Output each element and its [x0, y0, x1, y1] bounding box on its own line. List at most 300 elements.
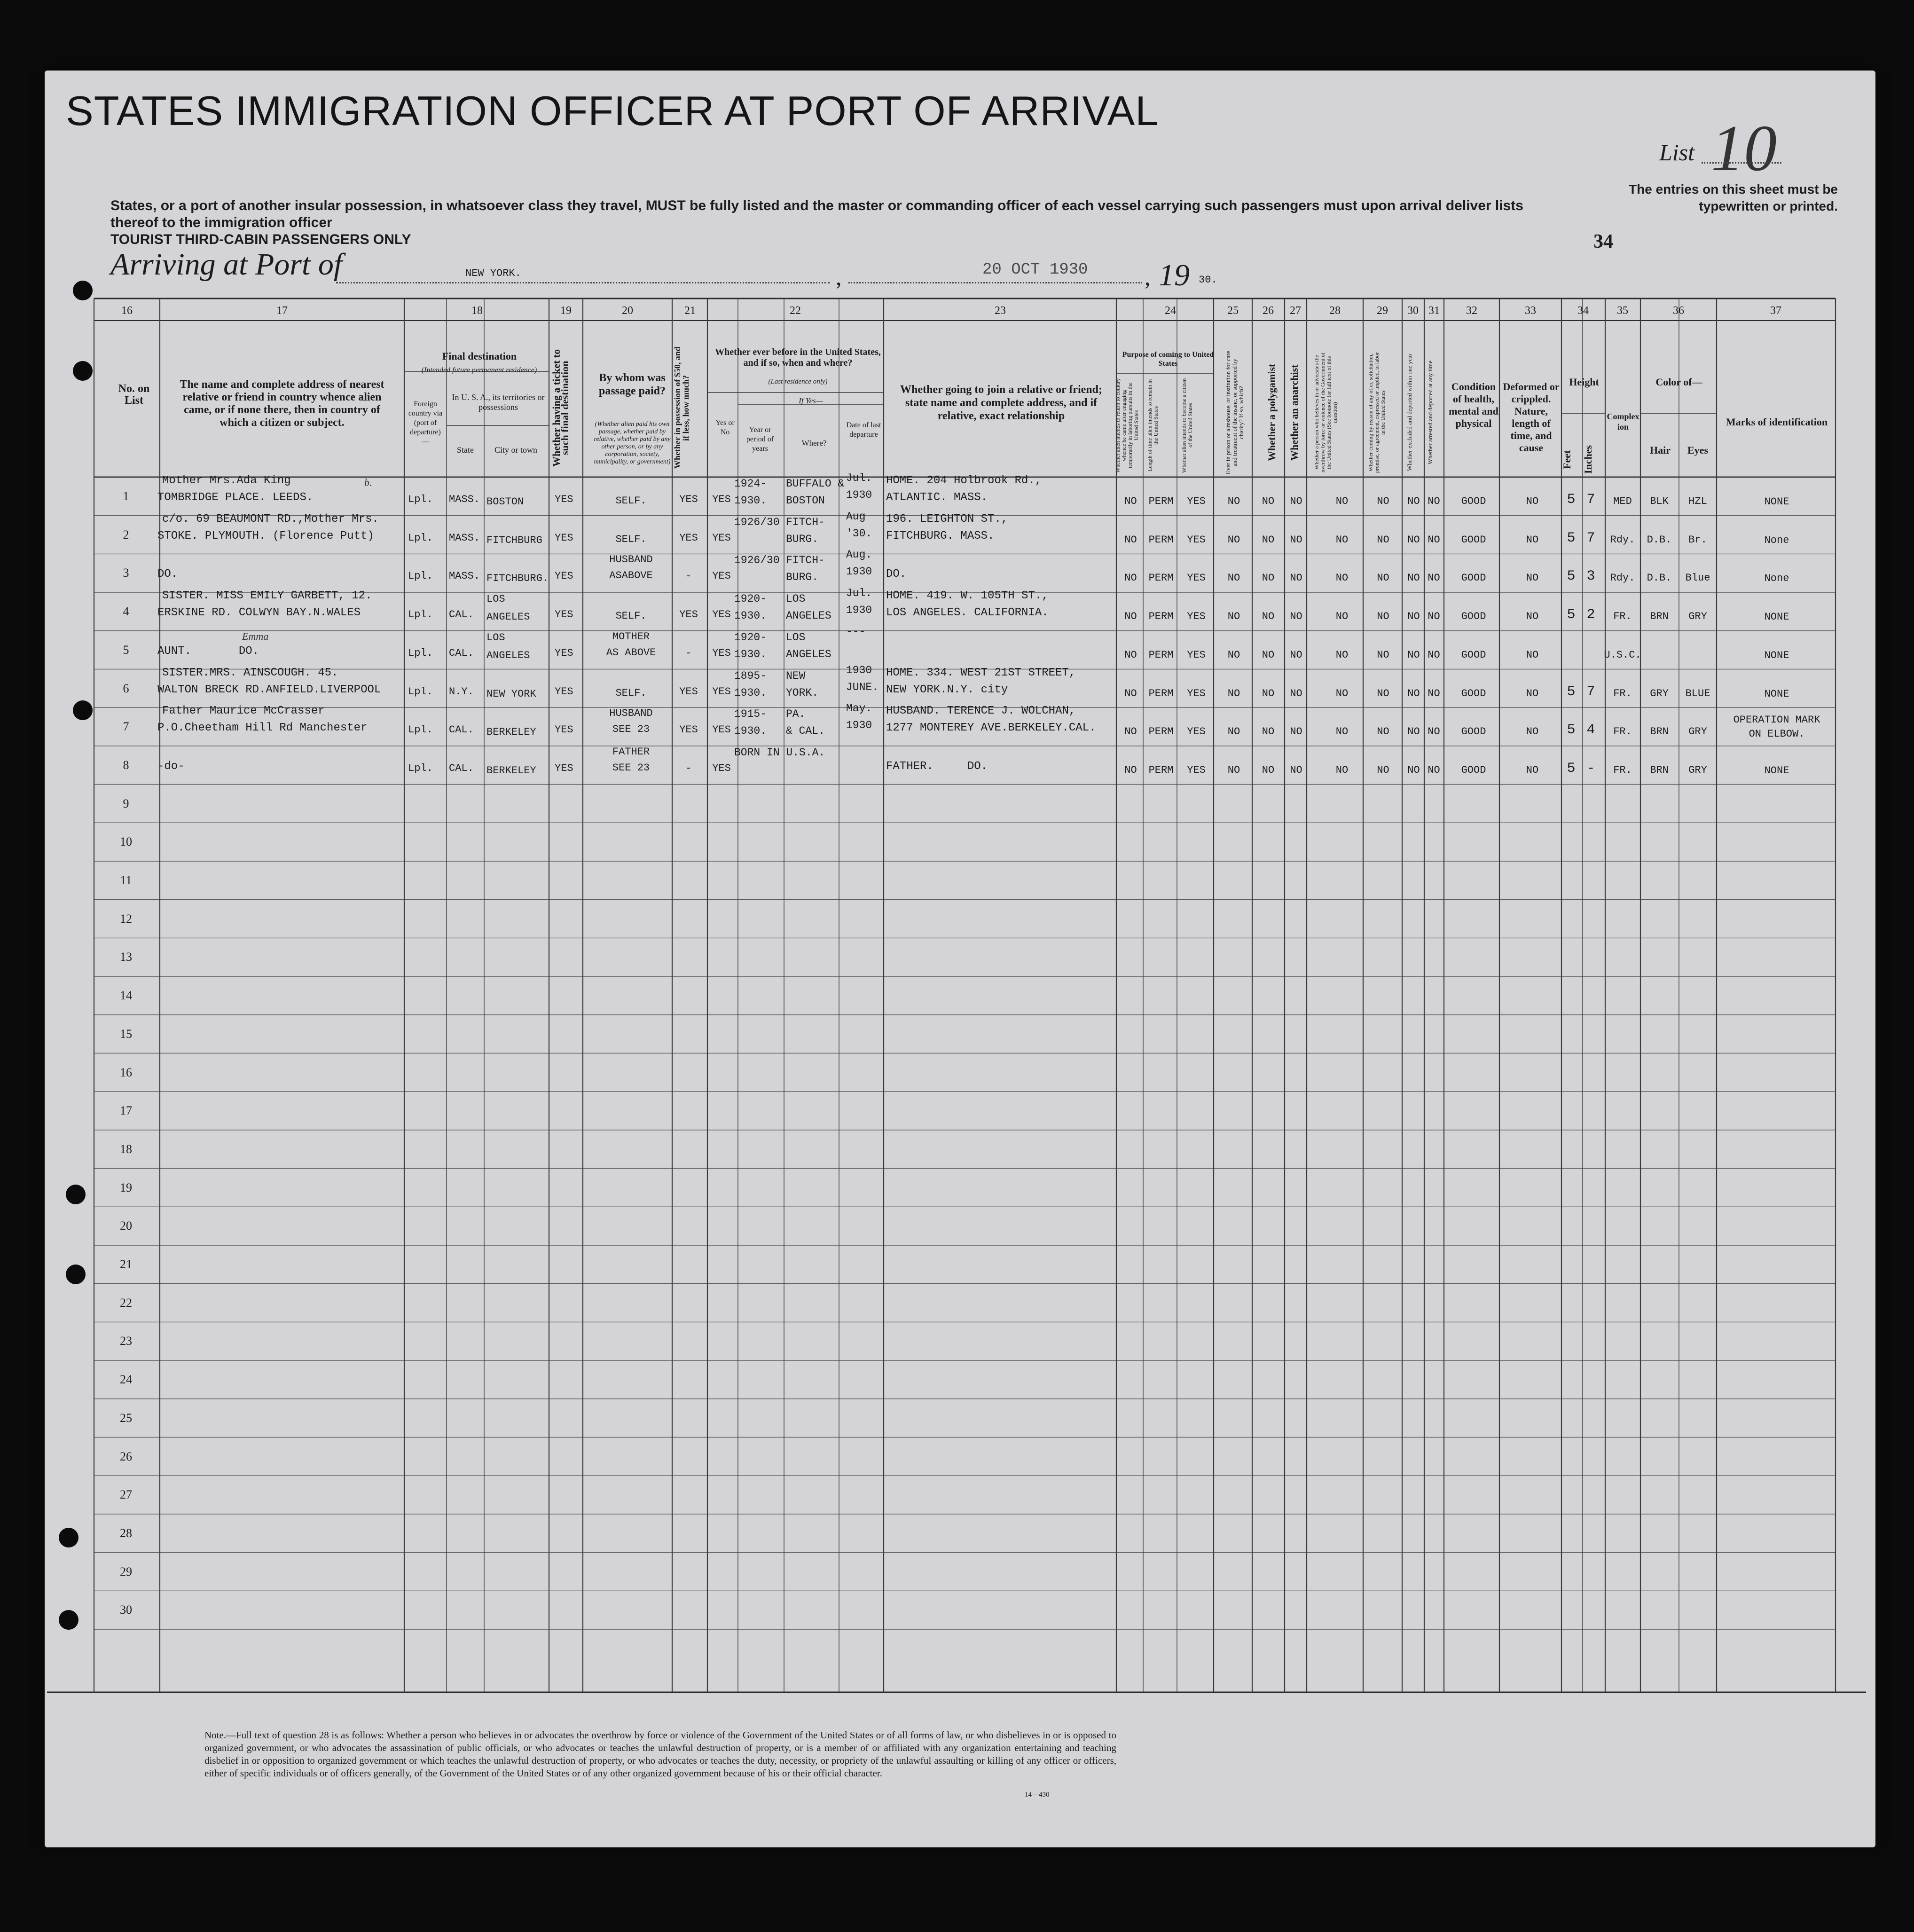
- relative-name: SISTER.MRS. AINSCOUGH. 45.: [162, 666, 338, 679]
- column-number: 30: [1407, 305, 1419, 317]
- column-number: 23: [995, 305, 1006, 317]
- header-in-usa: In U. S. A., its territories or possessions: [452, 393, 545, 412]
- via-port: Lpl.: [408, 532, 433, 544]
- header-final-destination-sub: (Intended future permanent residence): [421, 366, 537, 374]
- row-number: 30: [120, 1603, 132, 1617]
- been-before: YES: [712, 570, 731, 582]
- question-28: NO: [1335, 649, 1349, 661]
- intends-return: NO: [1124, 726, 1137, 738]
- column-number: 28: [1329, 305, 1341, 317]
- excluded-deported: NO: [1407, 572, 1420, 584]
- header-length: Length of time alien intends to remain in the United States: [1146, 379, 1159, 472]
- paid-by: HUSBAND ASABOVE: [609, 554, 653, 582]
- relative-name: Father Maurice McCrasser: [162, 705, 325, 718]
- years-in-us: 1924- 1930.: [734, 478, 767, 507]
- question-28: NO: [1335, 764, 1349, 776]
- deformed: NO: [1526, 764, 1539, 776]
- question-28: NO: [1335, 495, 1349, 507]
- anarchist: NO: [1290, 534, 1302, 546]
- instructions-line-2: TOURIST THIRD-CABIN PASSENGERS ONLY: [110, 232, 411, 247]
- polygamist: NO: [1262, 687, 1275, 699]
- intends-citizen: YES: [1187, 572, 1206, 584]
- column-number: 34: [1577, 305, 1589, 317]
- header-state: State: [457, 445, 474, 455]
- dest-city: FITCHBURG.: [486, 573, 549, 585]
- been-before: YES: [712, 647, 731, 659]
- polygamist: NO: [1262, 726, 1275, 738]
- column-number: 31: [1428, 305, 1440, 317]
- identification-marks: NONE: [1764, 649, 1789, 661]
- arrested-deported: NO: [1428, 649, 1440, 661]
- header-ever-before: Whether ever before in the United States, and if so, when and where?: [715, 347, 881, 368]
- dest-state: CAL.: [449, 724, 474, 736]
- dest-state: CAL.: [449, 647, 474, 659]
- row-number: 18: [120, 1142, 132, 1156]
- labor-offer: NO: [1377, 534, 1389, 546]
- paid-by: SELF.: [615, 610, 647, 622]
- dest-state: CAL.: [449, 609, 474, 621]
- labor-offer: NO: [1377, 611, 1389, 623]
- prison-charity: NO: [1227, 611, 1240, 623]
- row-number: 13: [120, 950, 132, 964]
- health-condition: GOOD: [1461, 495, 1486, 507]
- hair-color: BLK: [1650, 495, 1669, 507]
- header-city: City or town: [494, 445, 537, 455]
- polygamist: NO: [1262, 534, 1275, 546]
- arrested-deported: NO: [1428, 611, 1440, 623]
- row-number: 7: [123, 720, 129, 734]
- row-number: 27: [120, 1488, 132, 1502]
- hair-color: D.B.: [1647, 534, 1672, 546]
- excluded-deported: NO: [1407, 649, 1420, 661]
- length-of-stay: PERM: [1148, 764, 1174, 776]
- deformed: NO: [1526, 687, 1539, 699]
- length-of-stay: PERM: [1148, 534, 1174, 546]
- ticket: YES: [555, 609, 573, 621]
- deformed: NO: [1526, 611, 1539, 623]
- money: YES: [679, 532, 698, 544]
- last-departure: ---: [846, 625, 866, 638]
- height-inches: 2: [1586, 607, 1595, 623]
- been-before: YES: [712, 494, 731, 505]
- last-departure: May. 1930: [846, 702, 872, 732]
- via-port: Lpl.: [408, 724, 433, 736]
- intends-citizen: YES: [1187, 764, 1206, 776]
- column-number: 24: [1165, 305, 1176, 317]
- eye-color: HZL: [1688, 495, 1707, 507]
- column-number: 17: [276, 305, 288, 317]
- eye-color: GRY: [1688, 726, 1707, 738]
- anarchist: NO: [1290, 687, 1302, 699]
- labor-offer: NO: [1377, 649, 1389, 661]
- complexion: Rdy.: [1610, 572, 1635, 584]
- ticket: YES: [555, 570, 573, 582]
- identification-marks: NONE: [1764, 688, 1789, 700]
- row-number: 24: [120, 1373, 132, 1387]
- via-port: Lpl.: [408, 609, 433, 621]
- via-port: Lpl.: [408, 570, 433, 582]
- header-passage-paid: By whom was passage paid?: [598, 372, 666, 397]
- been-before: YES: [712, 724, 731, 736]
- row-number: 14: [120, 989, 132, 1003]
- join-name: HUSBAND. TERENCE J. WOLCHAN,: [886, 705, 1076, 718]
- height-inches: 7: [1586, 530, 1595, 546]
- length-of-stay: PERM: [1148, 495, 1174, 507]
- comma-separator: ,: [836, 264, 842, 290]
- paid-by: MOTHER AS ABOVE: [606, 630, 656, 659]
- height-feet: 5: [1567, 722, 1576, 738]
- length-of-stay: PERM: [1148, 611, 1174, 623]
- column-number: 20: [622, 305, 633, 317]
- column-number: 37: [1770, 305, 1781, 317]
- complexion: MED: [1613, 495, 1632, 507]
- relative-mark: b.: [364, 477, 372, 488]
- header-money: Whether in possession of $50, and if less, how much?: [673, 346, 690, 469]
- prison-charity: NO: [1227, 572, 1240, 584]
- relative-address: -do-: [157, 760, 185, 773]
- eye-color: BLUE: [1685, 687, 1710, 699]
- arriving-label: Arriving at Port of: [110, 247, 343, 282]
- header-complexion: Complexion: [1607, 412, 1639, 432]
- relative-mark: Emma: [242, 630, 269, 642]
- header-foreign-country: Foreign country via (port of departure)—: [408, 400, 443, 446]
- via-port: Lpl.: [408, 647, 433, 659]
- row-number: 22: [120, 1296, 132, 1310]
- header-q28: Whether a person who believes in or advocates the overthrow by force or violence of the Government of the United States (See footnote for full text of this question): [1313, 352, 1338, 473]
- row-number: 20: [120, 1219, 132, 1233]
- last-departure: Jul. 1930: [846, 472, 872, 501]
- where-in-us: BUFFALO & BOSTON: [786, 478, 845, 507]
- instructions-line-1: States, or a port of another insular possession, in whatsoever class they travel, MUST be fully listed and the master or commanding officer of each vessel carrying such passengers must upon arrival deliver lists thereof to the immigration officer: [110, 198, 1523, 230]
- money: YES: [679, 724, 698, 736]
- dest-city: BERKELEY: [486, 764, 536, 777]
- height-feet: 5: [1567, 492, 1576, 508]
- header-prison: Ever in prison or almshouse, or institution for care and treatment of the insane, or supported by charity? If so, which?: [1224, 351, 1245, 474]
- arrested-deported: NO: [1428, 572, 1440, 584]
- via-port: Lpl.: [408, 762, 433, 774]
- year-prefix: 19: [1159, 258, 1190, 292]
- hair-color: BRN: [1650, 764, 1669, 776]
- eye-color: GRY: [1688, 764, 1707, 776]
- where-in-us: FITCH- BURG.: [786, 516, 825, 545]
- form-title: STATES IMMIGRATION OFFICER AT PORT OF ARRIVAL: [66, 87, 1159, 134]
- row-number: 25: [120, 1411, 132, 1425]
- column-number: 21: [684, 305, 696, 317]
- header-eyes: Eyes: [1687, 444, 1708, 456]
- column-number: 36: [1673, 305, 1684, 317]
- last-departure: Aug. 1930: [846, 549, 872, 578]
- polygamist: NO: [1262, 495, 1275, 507]
- health-condition: GOOD: [1461, 534, 1486, 546]
- labor-offer: NO: [1377, 495, 1389, 507]
- header-polygamist: Whether a polygamist: [1266, 363, 1278, 462]
- relative-name: Mother Mrs.Ada King: [162, 474, 291, 487]
- polygamist: NO: [1262, 764, 1275, 776]
- paid-by: FATHER SEE 23: [612, 746, 650, 774]
- anarchist: NO: [1290, 495, 1302, 507]
- height-inches: 7: [1586, 683, 1595, 700]
- header-if-yes: If Yes—: [799, 396, 823, 405]
- sheet-number: 34: [1593, 231, 1613, 252]
- relative-address: ERSKINE RD. COLWYN BAY.N.WALES: [157, 606, 361, 620]
- money: YES: [679, 609, 698, 621]
- row-number: 29: [120, 1564, 132, 1579]
- money: YES: [679, 494, 698, 505]
- money: -: [685, 762, 692, 774]
- years-in-us: 1915- 1930.: [734, 708, 767, 738]
- column-number: 16: [121, 305, 133, 317]
- intends-citizen: YES: [1187, 611, 1206, 623]
- header-no-on-list: No. on List: [118, 383, 150, 407]
- ticket: YES: [555, 532, 573, 544]
- relative-address: WALTON BRECK RD.ANFIELD.LIVERPOOL: [157, 683, 381, 696]
- relative-address: STOKE. PLYMOUTH. (Florence Putt): [157, 529, 374, 542]
- row-number: 1: [123, 489, 129, 503]
- excluded-deported: NO: [1407, 687, 1420, 699]
- join-address: DO.: [886, 568, 907, 581]
- labor-offer: NO: [1377, 764, 1389, 776]
- column-number: 27: [1290, 305, 1301, 317]
- anarchist: NO: [1290, 572, 1302, 584]
- dest-state: MASS.: [449, 570, 480, 582]
- row-number: 4: [123, 605, 129, 619]
- question-28: NO: [1335, 611, 1349, 623]
- join-address: FITCHBURG. MASS.: [886, 529, 995, 542]
- row-number: 17: [120, 1104, 132, 1118]
- identification-marks: NONE: [1764, 764, 1789, 777]
- column-number: 32: [1466, 305, 1477, 317]
- header-date-departure: Date of last departure: [846, 421, 881, 439]
- anarchist: NO: [1290, 649, 1302, 661]
- prison-charity: NO: [1227, 534, 1240, 546]
- excluded-deported: NO: [1407, 726, 1420, 738]
- where-in-us: LOS ANGELES: [786, 593, 831, 622]
- money: YES: [679, 685, 698, 698]
- excluded-deported: NO: [1407, 611, 1420, 623]
- header-feet: Feet: [1561, 450, 1573, 469]
- row-number: 2: [123, 527, 129, 542]
- header-yes-no: Yes or No: [715, 419, 735, 436]
- header-marks: Marks of identification: [1726, 416, 1828, 428]
- paid-by: SELF.: [615, 495, 647, 507]
- last-departure: Jul. 1930: [846, 587, 872, 617]
- row-number: 23: [120, 1334, 132, 1348]
- eye-color: Br.: [1688, 534, 1707, 546]
- dest-city: LOS ANGELES: [486, 593, 530, 623]
- column-number: 35: [1617, 305, 1628, 317]
- header-anarchist: Whether an anarchist: [1288, 364, 1300, 461]
- height-inches: 7: [1586, 492, 1595, 508]
- join-address: LOS ANGELES. CALIFORNIA.: [886, 606, 1049, 620]
- complexion: U.S.C.: [1604, 649, 1641, 661]
- paid-by: SELF.: [615, 687, 647, 699]
- via-port: Lpl.: [408, 494, 433, 505]
- been-before: YES: [712, 609, 731, 621]
- list-number: 10: [1711, 112, 1777, 185]
- ticket: YES: [555, 724, 573, 736]
- height-feet: 5: [1567, 683, 1576, 700]
- header-excluded: Whether excluded and deported within one year: [1406, 353, 1413, 471]
- header-final-destination: Final destination: [442, 350, 517, 362]
- header-health: Condition of health, mental and physical: [1449, 381, 1498, 429]
- header-arrested: Whether arrested and deported at any time: [1427, 361, 1434, 464]
- list-label: List: [1659, 139, 1695, 165]
- health-condition: GOOD: [1461, 764, 1486, 776]
- length-of-stay: PERM: [1148, 687, 1174, 699]
- length-of-stay: PERM: [1148, 726, 1174, 738]
- question-28: NO: [1335, 726, 1349, 738]
- header-offer: Whether coming by reason of any offer, solicitation, promise, or agreement, expressed or implied, to labor in the United States: [1367, 352, 1386, 473]
- hair-color: BRN: [1650, 726, 1669, 738]
- deformed: NO: [1526, 495, 1539, 507]
- length-of-stay: PERM: [1148, 649, 1174, 661]
- intends-return: NO: [1124, 534, 1137, 546]
- arrested-deported: NO: [1428, 687, 1440, 699]
- intends-return: NO: [1124, 764, 1137, 776]
- height-inches: 3: [1586, 568, 1595, 585]
- complexion: FR.: [1613, 726, 1632, 738]
- row-number: 10: [120, 835, 132, 849]
- anarchist: NO: [1290, 764, 1302, 776]
- labor-offer: NO: [1377, 572, 1389, 584]
- question-28: NO: [1335, 534, 1349, 546]
- where-in-us: PA. & CAL.: [786, 708, 825, 738]
- been-before: YES: [712, 532, 731, 544]
- intends-return: NO: [1124, 649, 1137, 661]
- row-number: 16: [120, 1065, 132, 1079]
- anarchist: NO: [1290, 611, 1302, 623]
- height-feet: 5: [1567, 530, 1576, 546]
- header-inches: Inches: [1582, 445, 1594, 474]
- excluded-deported: NO: [1407, 534, 1420, 546]
- years-in-us: 1920- 1930.: [734, 631, 767, 660]
- arrested-deported: NO: [1428, 726, 1440, 738]
- row-number: 6: [123, 681, 129, 695]
- column-number: 33: [1525, 305, 1536, 317]
- prison-charity: NO: [1227, 726, 1240, 738]
- row-number: 28: [120, 1526, 132, 1540]
- comma-separator: ,: [1145, 264, 1151, 290]
- dest-city: BERKELEY: [486, 726, 536, 738]
- arrested-deported: NO: [1428, 764, 1440, 776]
- column-number: 19: [560, 305, 572, 317]
- identification-marks: NONE: [1764, 611, 1789, 623]
- hair-color: BRN: [1650, 611, 1669, 623]
- been-before: YES: [712, 685, 731, 698]
- length-of-stay: PERM: [1148, 572, 1174, 584]
- join-name: 196. LEIGHTON ST.,: [886, 512, 1008, 526]
- excluded-deported: NO: [1407, 495, 1420, 507]
- years-in-us: 1926/30: [734, 554, 780, 567]
- header-deformed: Deformed or crippled. Nature, length of time, and cause: [1503, 381, 1560, 454]
- dest-state: CAL.: [449, 762, 474, 774]
- paid-by: SELF.: [615, 533, 647, 545]
- relative-address: P.O.Cheetham Hill Rd Manchester: [157, 722, 368, 735]
- intends-return: NO: [1124, 611, 1137, 623]
- intends-return: NO: [1124, 495, 1137, 507]
- where-in-us: FITCH- BURG.: [786, 554, 825, 584]
- health-condition: GOOD: [1461, 611, 1486, 623]
- complexion: FR.: [1613, 764, 1632, 776]
- header-citizen: Whether alien intends to become a citizen of the United States: [1181, 378, 1193, 473]
- header-where: Where?: [801, 439, 827, 448]
- ticket: YES: [555, 494, 573, 505]
- dest-state: MASS.: [449, 494, 480, 505]
- relative-address: DO.: [157, 568, 178, 581]
- join-address: FATHER. DO.: [886, 760, 988, 773]
- health-condition: GOOD: [1461, 649, 1486, 661]
- deformed: NO: [1526, 649, 1539, 661]
- complexion: Rdy.: [1610, 534, 1635, 546]
- height-inches: 4: [1586, 722, 1595, 738]
- polygamist: NO: [1262, 572, 1275, 584]
- money: -: [685, 570, 692, 582]
- anarchist: NO: [1290, 726, 1302, 738]
- row-number: 12: [120, 911, 132, 926]
- complexion: FR.: [1613, 687, 1632, 699]
- intends-return: NO: [1124, 572, 1137, 584]
- years-in-us: 1920- 1930.: [734, 593, 767, 622]
- relative-name: SISTER. MISS EMILY GARBETT, 12.: [162, 589, 372, 603]
- hair-color: GRY: [1650, 687, 1669, 699]
- relative-name: c/o. 69 BEAUMONT RD.,Mother Mrs.: [162, 512, 379, 526]
- height-feet: 5: [1567, 607, 1576, 623]
- last-departure: Aug '30.: [846, 510, 872, 540]
- header-color-of: Color of—: [1655, 376, 1702, 388]
- footnote: Note.—Full text of question 28 is as follows: Whether a person who believes in or advocates the overthrow by force or violence of the Government of the United States or of all forms of law, or who disbelieves in or is opposed to organized government, or who advocates the assassination of public officials, or who advocates or teaches the unlawful destruction of property, or is a member of or affiliated with any organization entertaining and teaching disbelief in or opposition to organized government or which teaches the unlawful destruction of property, or who advocates or teaches the duty, necessity, or propriety of the unlawful assaulting or killing of any officer or officers, either of specific individuals or of officers generally, of the Government of the United States or of any other organized government because of his or their official character.: [204, 1729, 1116, 1779]
- join-name: HOME. 334. WEST 21ST STREET,: [886, 666, 1076, 679]
- row-number: 11: [120, 873, 132, 887]
- dest-state: N.Y.: [449, 685, 474, 698]
- identification-marks: None: [1764, 534, 1789, 546]
- intends-citizen: YES: [1187, 687, 1206, 699]
- health-condition: GOOD: [1461, 687, 1486, 699]
- years-in-us: BORN IN U.S.A.: [734, 746, 825, 759]
- port-value: NEW YORK.: [465, 267, 521, 279]
- question-28: NO: [1335, 687, 1349, 699]
- header-height: Height: [1569, 376, 1599, 388]
- header-ticket: Whether having a ticket to such final destination: [550, 349, 571, 467]
- relative-address: TOMBRIDGE PLACE. LEEDS.: [157, 491, 314, 504]
- where-in-us: LOS ANGELES: [786, 631, 831, 660]
- deformed: NO: [1526, 572, 1539, 584]
- ticket: YES: [555, 762, 573, 774]
- header-passage-paid-sub: (Whether alien paid his own passage, whether paid by relative, whether paid by any other person, or by any corporation, society, municipality, or government): [594, 421, 671, 465]
- header-year-period: Year or period of years: [746, 426, 774, 453]
- arrested-deported: NO: [1428, 495, 1440, 507]
- height-feet: 5: [1567, 568, 1576, 585]
- paid-by: HUSBAND SEE 23: [609, 707, 653, 736]
- polygamist: NO: [1262, 649, 1275, 661]
- deformed: NO: [1526, 534, 1539, 546]
- join-name: HOME. 419. W. 105TH ST.,: [886, 589, 1049, 603]
- ticket: YES: [555, 647, 573, 659]
- polygamist: NO: [1262, 611, 1275, 623]
- money: -: [685, 647, 692, 659]
- health-condition: GOOD: [1461, 572, 1486, 584]
- identification-marks: NONE: [1764, 496, 1789, 508]
- column-number: 25: [1227, 305, 1239, 317]
- intends-citizen: YES: [1187, 495, 1206, 507]
- year-suffix: 30.: [1199, 274, 1217, 286]
- intends-citizen: YES: [1187, 726, 1206, 738]
- column-number: 22: [790, 305, 801, 317]
- join-address: ATLANTIC. MASS.: [886, 491, 988, 504]
- dest-city: LOS ANGELES: [486, 631, 530, 661]
- excluded-deported: NO: [1407, 764, 1420, 776]
- labor-offer: NO: [1377, 726, 1389, 738]
- row-number: 9: [123, 796, 129, 810]
